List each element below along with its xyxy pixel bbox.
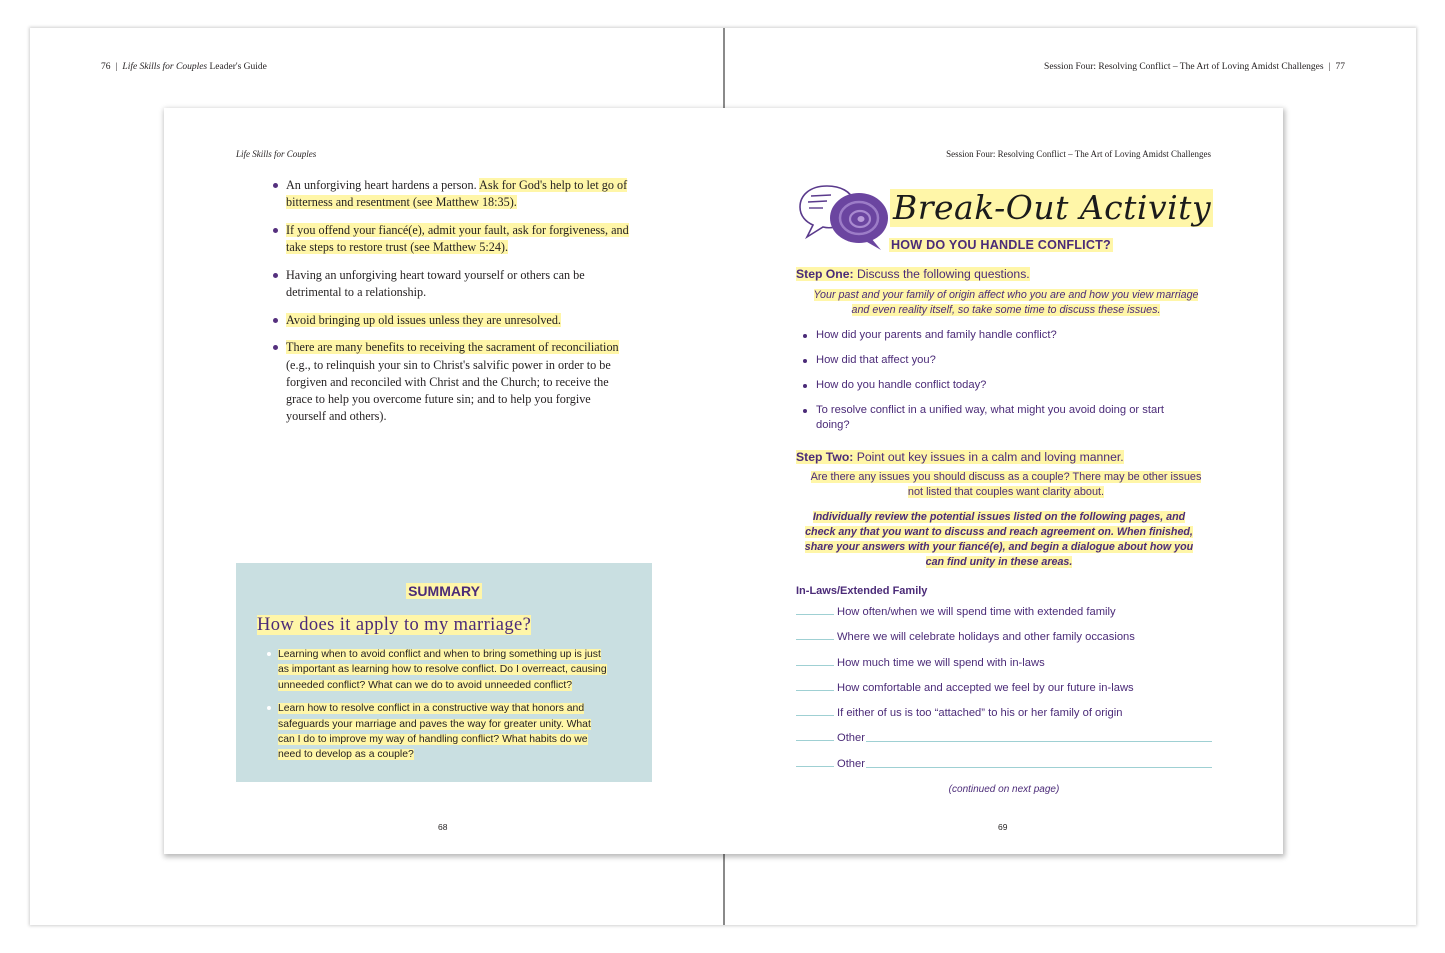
- list-item: [272, 222, 632, 256]
- issue-checklist: [796, 605, 1212, 782]
- left-page-bullet-list: [272, 177, 632, 436]
- inner-page-number-left: 68: [438, 822, 448, 832]
- bullet-dot-icon: [273, 273, 278, 278]
- checklist-item: [796, 656, 1212, 681]
- checklist-item-other: [796, 757, 1212, 782]
- spread-page-number-left: 76: [101, 62, 111, 72]
- separator: |: [115, 62, 118, 72]
- breakout-activity-title: Break-Out Activity: [890, 189, 1213, 227]
- summary-label: [236, 583, 652, 599]
- checklist-item-label: How often/when we will spend time with extended family: [837, 606, 1116, 618]
- breakout-subtitle: HOW DO YOU HANDLE CONFLICT?: [891, 238, 1111, 252]
- bullet-dot-icon: [803, 384, 807, 388]
- step-two-instructions: [800, 510, 1198, 570]
- summary-list: [270, 647, 610, 771]
- check-blank-line[interactable]: [796, 757, 834, 767]
- check-blank-line[interactable]: [796, 656, 834, 666]
- summary-title-text: How does it apply to my marriage?: [257, 615, 532, 635]
- list-item: [272, 267, 632, 301]
- checklist-item-label: Where we will celebrate holidays and other family occasions: [837, 631, 1135, 644]
- checklist-item: [796, 605, 1212, 630]
- checklist-item: [796, 706, 1212, 731]
- bullet-dot-icon: [273, 183, 278, 188]
- check-blank-line[interactable]: [796, 706, 834, 716]
- highlighted-text: Avoid bringing up old issues unless they are unresolved.: [286, 312, 561, 327]
- category-heading: In-Laws/Extended Family: [796, 585, 928, 597]
- left-page-header: Life Skills for Couples: [236, 149, 317, 159]
- highlighted-text: Ask for God's help to let go of bitterness and resentment (see Matthew 18:35).: [286, 178, 628, 210]
- right-page-header: Session Four: Resolving Conflict – The Art of Loving Amidst Challenges: [946, 149, 1211, 159]
- step-one-label: Step One:: [796, 267, 854, 281]
- question-text: How did that affect you?: [816, 354, 936, 366]
- checklist-item-label: Other: [837, 757, 865, 770]
- bullet-dot-icon: [803, 409, 807, 413]
- continued-note: (continued on next page): [948, 784, 1060, 795]
- discussion-question-list: [803, 328, 1183, 443]
- list-item: [803, 378, 1183, 393]
- speech-bubbles-icon: [797, 182, 891, 254]
- question-text: How do you handle conflict today?: [816, 379, 987, 391]
- other-fill-line[interactable]: [866, 757, 1212, 768]
- bullet-dot-icon: [273, 318, 278, 323]
- inner-page-number-right: 69: [998, 822, 1008, 832]
- check-blank-line[interactable]: [796, 630, 834, 640]
- bullet-text: An unforgiving heart hardens a person.: [286, 178, 480, 192]
- bullet-dot-icon: [803, 359, 807, 363]
- step-two-note: [810, 470, 1202, 500]
- bullet-text: (e.g., to relinquish your sin to Christ's salvific power in order to be forgiven and reconciled with Christ and the Church; to receive the grace to help you overcome future sin; and to help you forgive yourself and others).: [286, 357, 611, 424]
- check-blank-line[interactable]: [796, 731, 834, 741]
- summary-item-text: Learning when to avoid conflict and when to bring something up is just as important as learning how to resolve conflict. Do I overreact, causing unneeded conflict? What can we do to avoid unneeded conflict?: [278, 649, 607, 691]
- checklist-item-label: How much time we will spend with in-laws: [837, 656, 1045, 669]
- list-item: [270, 647, 610, 693]
- spread-page-number-right: 77: [1335, 62, 1345, 72]
- summary-box: [236, 563, 652, 782]
- check-blank-line[interactable]: [796, 605, 834, 615]
- question-text: To resolve conflict in a unified way, what might you avoid doing or start doing?: [816, 404, 1165, 431]
- highlighted-text: If you offend your fiancé(e), admit your fault, ask for forgiveness, and take steps to restore trust (see Matthew 5:24).: [286, 222, 629, 255]
- checklist-item-label: How comfortable and accepted we feel by our future in-laws: [837, 681, 1134, 694]
- check-blank-line[interactable]: [796, 681, 834, 691]
- list-item: [272, 339, 632, 425]
- step-two-note-text: Are there any issues you should discuss as a couple? There may be other issues not listed that couples want clarity about.: [810, 471, 1202, 498]
- step-one-text: Discuss the following questions.: [853, 267, 1030, 281]
- bullet-dot-icon: [803, 334, 807, 338]
- checklist-item: [796, 630, 1212, 655]
- book-title-italic: Life Skills for Couples: [122, 62, 208, 72]
- bullet-dot-icon: [267, 652, 271, 656]
- bullet-text: Having an unforgiving heart toward yourself or others can be detrimental to a relationship.: [286, 267, 585, 300]
- checklist-item-label: Other: [837, 732, 865, 745]
- step-one-heading: [796, 267, 1030, 281]
- step-two-label: Step Two:: [796, 450, 854, 464]
- step-two-instructions-text: Individually review the potential issues listed on the following pages, and check any that you want to discuss and reach agreement on. When finished, share your answers with your fiancé(e), and begin a dialogue about how you can find unity in these areas.: [804, 511, 1194, 568]
- step-one-note: [810, 288, 1202, 318]
- checklist-item-label: If either of us is too “attached” to his or her family of origin: [837, 707, 1123, 720]
- summary-title: [257, 615, 531, 636]
- list-item: [272, 177, 632, 211]
- list-item: [803, 353, 1183, 368]
- session-title: Session Four: Resolving Conflict – The Art of Loving Amidst Challenges: [1044, 62, 1324, 72]
- list-item: [272, 312, 632, 329]
- list-item: [803, 403, 1183, 433]
- checklist-item-other: [796, 731, 1212, 756]
- bullet-dot-icon: [267, 706, 271, 710]
- question-text: How did your parents and family handle conflict?: [816, 329, 1057, 341]
- other-fill-line[interactable]: [866, 731, 1212, 742]
- checklist-item: [796, 681, 1212, 706]
- list-item: [270, 701, 610, 763]
- separator: |: [1328, 62, 1331, 72]
- bullet-dot-icon: [273, 228, 278, 233]
- highlighted-text: There are many benefits to receiving the sacrament of reconciliation: [286, 340, 619, 355]
- summary-label-text: SUMMARY: [408, 583, 480, 599]
- bullet-dot-icon: [273, 345, 278, 350]
- step-two-heading: [796, 450, 1124, 464]
- left-running-head: [101, 62, 267, 72]
- book-title-rest: Leader's Guide: [207, 62, 267, 72]
- right-running-head: [1044, 62, 1345, 72]
- summary-item-text: Learn how to resolve conflict in a constructive way that honors and safeguards your marriage and paves the way for greater unity. What can I do to improve my way of handling conflict? What habits do we need to develop as a couple?: [278, 703, 591, 761]
- step-one-note-text: Your past and your family of origin affect who you are and how you view marriage and even reality itself, so take some time to discuss these issues.: [813, 289, 1199, 316]
- step-two-text: Point out key issues in a calm and loving manner.: [853, 450, 1124, 464]
- list-item: [803, 328, 1183, 343]
